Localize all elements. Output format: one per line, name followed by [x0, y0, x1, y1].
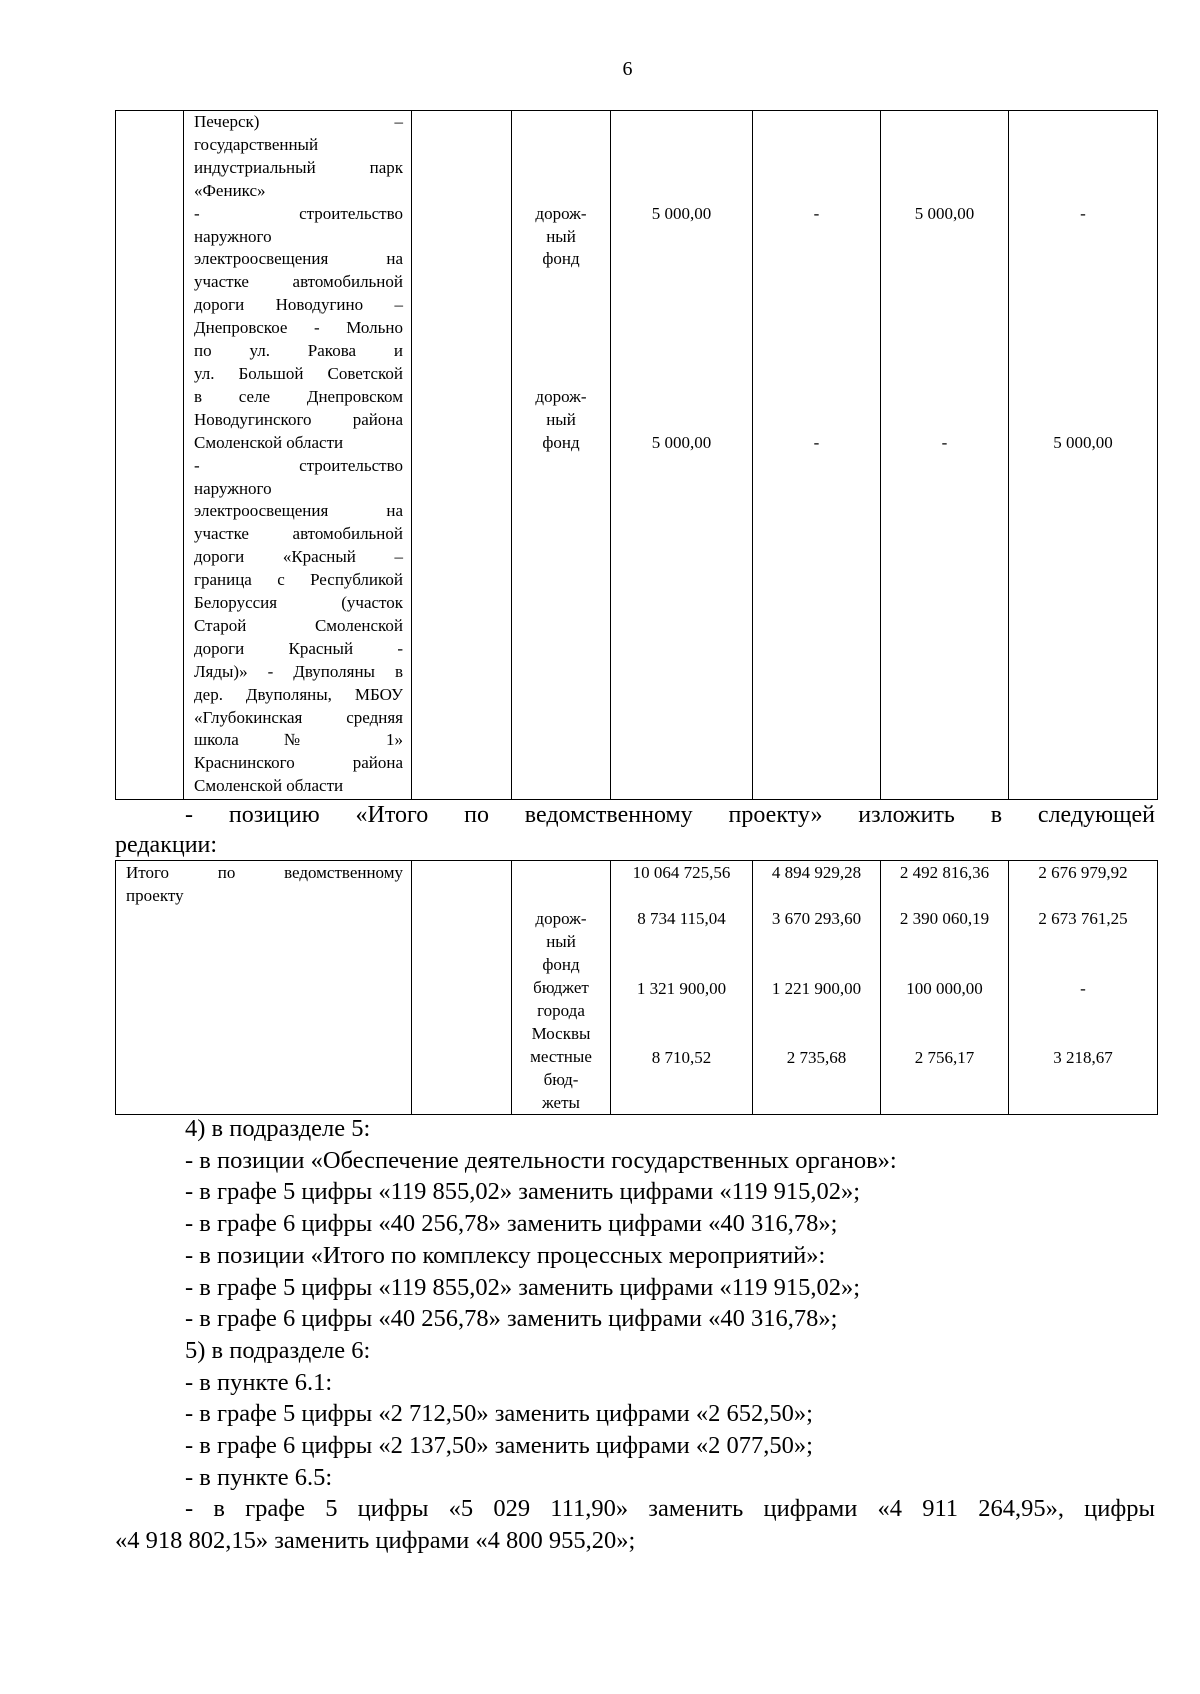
description-line: Смоленской области: [194, 776, 344, 796]
source-cell: [512, 861, 611, 1115]
source-item: ный: [546, 932, 576, 951]
description-line: индустриальный парк: [194, 157, 403, 177]
description-line: дороги Новодугино –: [194, 295, 403, 315]
value: 10 064 725,56: [632, 863, 731, 882]
year3-cell: [1009, 111, 1158, 800]
description-line: дороги Красный -: [194, 638, 403, 658]
paragraph: - в графе 6 цифры «2 137,50» заменить цифрами «2 077,50»;: [185, 1432, 813, 1460]
table-row: [116, 111, 1158, 800]
paragraph: - в графе 6 цифры «40 256,78» заменить цифрами «40 316,78»;: [185, 1305, 838, 1333]
value: 5 000,00: [651, 432, 712, 452]
description-line: «Феникс»: [194, 180, 266, 200]
page-number: 6: [622, 58, 633, 80]
paragraph: 5) в подразделе 6:: [185, 1336, 371, 1364]
paragraph: «4 918 802,15» заменить цифрами «4 800 955,20»;: [115, 1527, 636, 1555]
value: 100 000,00: [906, 979, 983, 998]
paragraph: - в графе 6 цифры «40 256,78» заменить цифрами «40 316,78»;: [185, 1210, 838, 1238]
source-item: местные: [530, 1047, 592, 1066]
value: 3 670 293,60: [771, 909, 862, 928]
description-line: наружного: [194, 226, 272, 246]
paragraph: - в графе 5 цифры «119 855,02» заменить цифрами «119 915,02»;: [185, 1273, 861, 1301]
source-item: бюджет: [533, 978, 589, 997]
number-cell: [116, 111, 184, 800]
value: 1 321 900,00: [636, 979, 727, 998]
year3-cell: [1009, 861, 1158, 1115]
description-line: Краснинского района: [194, 753, 403, 773]
total-label: Итого по ведомственному: [126, 863, 403, 882]
source-item: ный: [546, 409, 576, 429]
value: 4 894 929,28: [771, 863, 862, 882]
description-line: Смоленской области: [194, 432, 344, 452]
source-item: Москвы: [531, 1024, 591, 1043]
description-line: - строительство: [194, 203, 403, 223]
description-line: участке автомобильной: [194, 272, 403, 292]
description-line: Новодугинского района: [194, 409, 403, 429]
value: 2 390 060,19: [899, 909, 990, 928]
description-line: Печерск) –: [194, 112, 403, 131]
value: 2 756,17: [914, 1048, 975, 1067]
year2-cell: [881, 111, 1009, 800]
paragraph: - в графе 5 цифры «5 029 111,90» заменить цифрами «4 911 264,95», цифры: [185, 1495, 1155, 1523]
description-line: государственный: [194, 134, 319, 154]
description-line: Днепровское - Мольно: [194, 318, 403, 338]
table-continuation: [115, 110, 1158, 800]
year1-cell: [753, 111, 881, 800]
year2-cell: [881, 861, 1009, 1115]
source-item: дорож-: [535, 909, 587, 928]
year1-cell: [753, 861, 881, 1115]
value: 2 676 979,92: [1038, 863, 1128, 882]
source-item: дорож-: [535, 386, 587, 406]
source-item: фонд: [542, 955, 580, 974]
description-line: электроосвещения на: [194, 501, 403, 521]
description-line: участке автомобильной: [194, 524, 403, 544]
value: 1 221 900,00: [771, 979, 862, 998]
source-item: города: [537, 1001, 585, 1020]
total-cell: [611, 111, 753, 800]
paragraph: - в пункте 6.1:: [185, 1368, 333, 1396]
table-row: [116, 861, 1158, 1115]
paragraph: - в позиции «Обеспечение деятельности государственных органов»:: [185, 1146, 897, 1174]
paragraph: - в пункте 6.5:: [185, 1463, 333, 1491]
source-cell: [512, 111, 611, 800]
value: 5 000,00: [651, 203, 712, 223]
paragraph: - в графе 5 цифры «2 712,50» заменить цифрами «2 652,50»;: [185, 1400, 813, 1428]
value: 8 734 115,04: [637, 909, 726, 928]
description-line: дороги «Красный –: [194, 547, 403, 567]
value: -: [813, 203, 820, 223]
source-item: жеты: [542, 1093, 580, 1112]
description-line: граница с Республикой: [194, 570, 403, 590]
total-label: проекту: [126, 886, 184, 905]
total-label-cell: [116, 861, 412, 1115]
paragraph: - в графе 5 цифры «119 855,02» заменить цифрами «119 915,02»;: [185, 1178, 861, 1206]
description-cell: [184, 111, 412, 800]
description-line: дер. Двуполяны, МБОУ: [194, 684, 403, 704]
value: 3 218,67: [1053, 1048, 1113, 1067]
value: -: [813, 432, 820, 452]
intro-line: - позицию «Итого по ведомственному проекту» изложить в следующей: [185, 802, 1155, 828]
description-line: «Глубокинская средняя: [194, 707, 403, 727]
description-line: школа № 1»: [194, 730, 403, 750]
source-item: фонд: [542, 249, 580, 269]
description-line: электроосвещения на: [194, 249, 403, 269]
intro-line: редакции:: [115, 832, 218, 858]
table-total: [115, 860, 1158, 1115]
description-line: Старой Смоленской: [194, 615, 403, 635]
source-item: бюд-: [543, 1070, 579, 1089]
description-line: наружного: [194, 478, 272, 498]
source-item: фонд: [542, 432, 580, 452]
paragraph: - в позиции «Итого по комплексу процессных мероприятий»:: [185, 1241, 826, 1269]
value: 2 673 761,25: [1038, 909, 1128, 928]
intro-text: [115, 800, 1155, 860]
value: -: [1080, 203, 1086, 223]
source-item: дорож-: [535, 203, 587, 223]
description-line: Ляды)» - Двуполяны в: [194, 661, 403, 681]
total-cell: [611, 861, 753, 1115]
empty-cell: [412, 111, 512, 800]
value: 5 000,00: [914, 203, 975, 223]
empty-cell: [412, 861, 512, 1115]
source-item: ный: [546, 226, 576, 246]
value: -: [941, 432, 948, 452]
description-line: Белоруссия (участок: [194, 593, 403, 613]
description-line: ул. Большой Советской: [194, 363, 403, 383]
amendment-text: [115, 1113, 1155, 1557]
value: 8 710,52: [651, 1048, 712, 1067]
source-text: [512, 111, 610, 455]
description-text: [184, 111, 411, 798]
value: 2 492 816,36: [899, 863, 990, 882]
description-line: по ул. Ракова и: [194, 341, 403, 361]
description-line: - строительство: [194, 455, 403, 475]
description-line: в селе Днепровском: [194, 386, 403, 406]
paragraph: 4) в подразделе 5:: [185, 1115, 371, 1142]
value: 5 000,00: [1053, 432, 1113, 452]
value: -: [1080, 979, 1086, 998]
value: 2 735,68: [786, 1048, 847, 1067]
